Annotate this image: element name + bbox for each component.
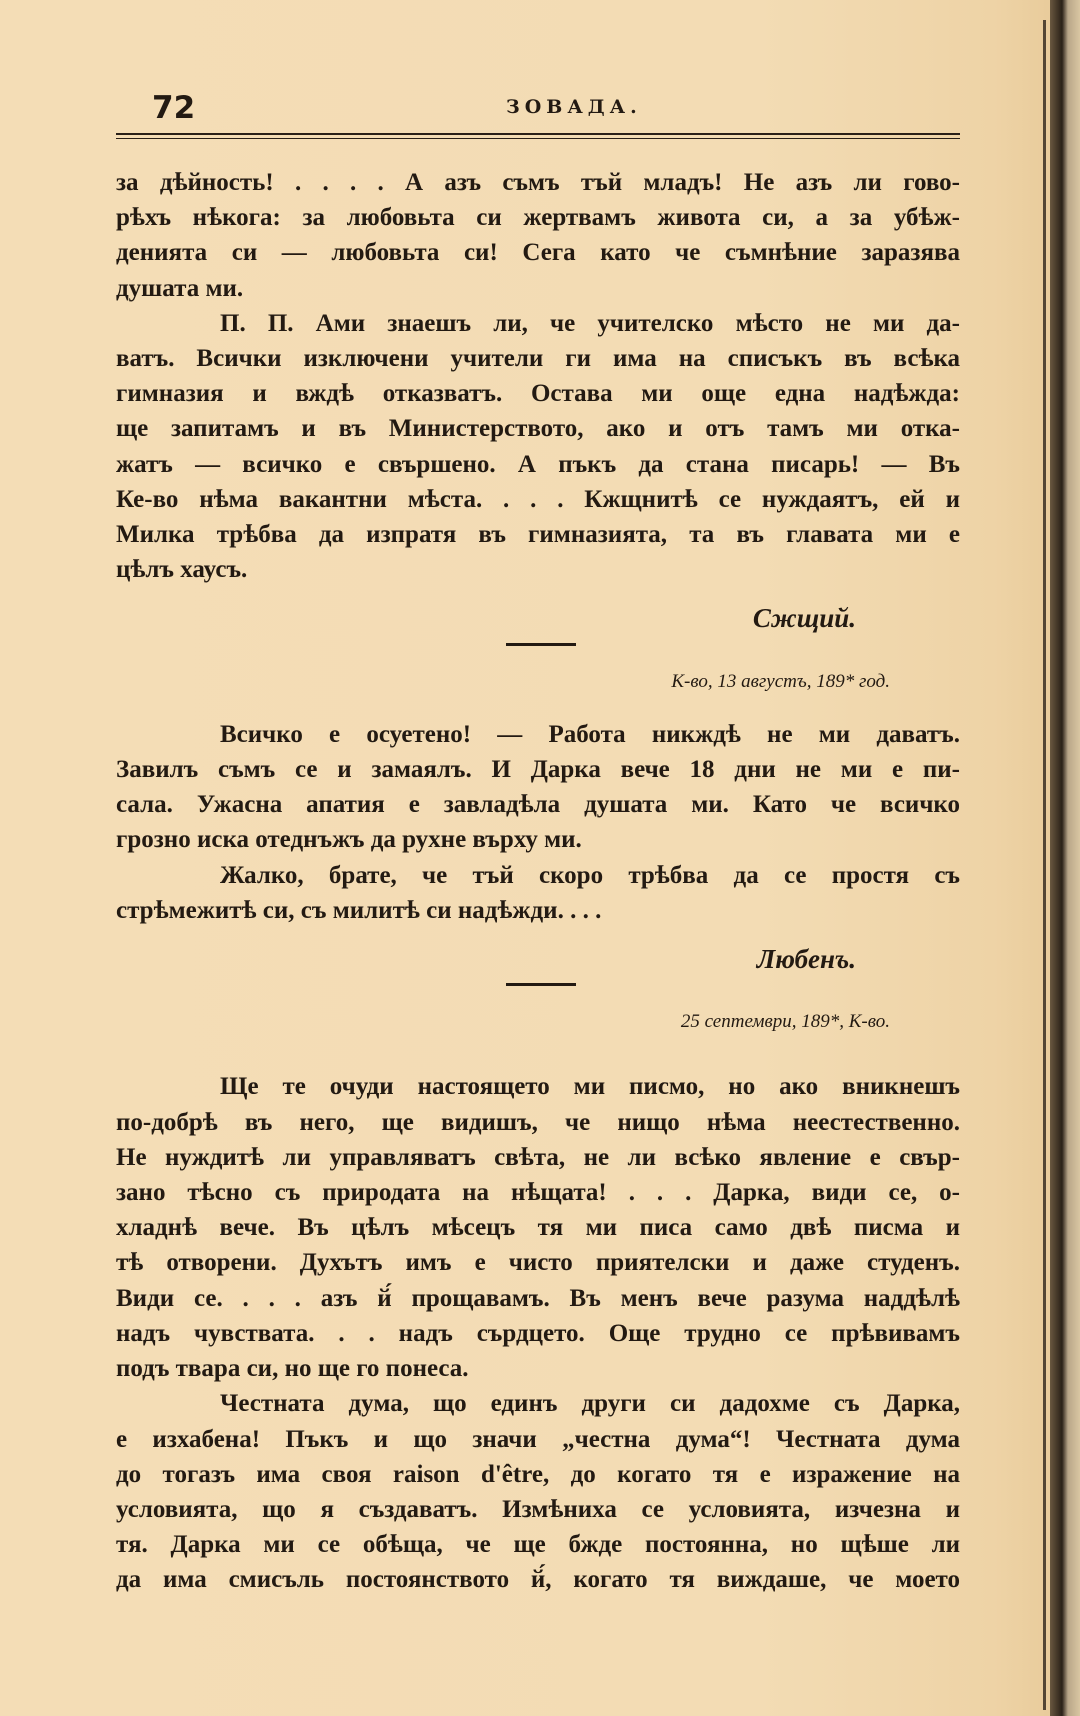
paragraph-6 [116, 1386, 960, 1597]
text-line: П. П. Ами знаешъ ли, че учителско мѣсто не ми да- [220, 309, 960, 337]
page-header [116, 84, 960, 134]
header-rule [116, 133, 960, 135]
text-line: подъ твара си, но ще го понеса. [116, 1355, 469, 1383]
section-separator [506, 643, 576, 646]
text-line: Милка трѣбва да изпратя въ гимназията, та въ главата ми е [116, 521, 960, 549]
paragraph-1 [116, 165, 960, 306]
text-line: е изхабена! Пъкъ и що значи „честна дума“! Честната дума [116, 1425, 960, 1453]
text-line: Не нуждитѣ ли управляватъ свѣта, не ли всѣко явление е свър- [116, 1143, 960, 1171]
text-line: Честната дума, що единъ други си дадохме съ Дарка, [220, 1390, 960, 1418]
text-line: душата ми. [116, 274, 244, 302]
text-line: цѣлъ хаусъ. [116, 556, 248, 584]
text-line: до тогазъ има своя raison d'être, до когато тя е изражение на [116, 1460, 960, 1488]
dateline-1: К-во, 13 августъ, 189* год. [671, 670, 890, 692]
signature-2: Любенъ. [756, 944, 856, 975]
book-spine-edge [1050, 0, 1080, 1716]
paragraph-5 [116, 1069, 960, 1386]
paragraph-4 [116, 858, 960, 928]
text-line: зано тѣсно съ природата на нѣщата! . . . Дарка, види се, о- [116, 1179, 960, 1207]
page-text [116, 165, 960, 1598]
text-line: гимназия и вждѣ отказватъ. Остава ми още една надѣжда: [116, 380, 960, 408]
text-line: стрѣмежитѣ си, съ милитѣ си надѣжди. . . . [116, 896, 602, 924]
text-line: за дѣйность! . . . . А азъ съмъ тъй младъ! Не азъ ли гово- [116, 169, 960, 196]
text-line: Завилъ съмъ се и замаялъ. И Дарка вече 18 дни не ми е пи- [116, 756, 960, 784]
text-line: сала. Ужасна апатия е завладѣла душата ми. Като че всичко [116, 791, 960, 819]
text-line: Ще те очуди настоящето ми писмо, но ако вникнешъ [220, 1073, 960, 1101]
text-line: денията си — любовьта си! Сега като че съмнѣние заразява [116, 239, 960, 267]
text-line: да има смисъль постоянството й́, когато тя виждаше, че моето [116, 1566, 960, 1594]
running-head: ЗОВАДА. [506, 96, 642, 118]
text-line: условията, що я създаватъ. Измѣниха се условията, изчезна и [116, 1495, 960, 1523]
text-line: Жалко, брате, че тъй скоро трѣбва да се простя съ [220, 861, 960, 889]
text-line: рѣхъ нѣкога: за любовьта си жертвамъ живота си, а за убѣж- [116, 204, 960, 232]
page-number: 72 [152, 90, 196, 126]
text-line: Ке-во нѣма вакантни мѣста. . . . Кжщнитѣ се нуждаятъ, ей и [116, 485, 960, 513]
text-line: грозно иска отеднъжъ да рухне върху ми. [116, 826, 582, 854]
paragraph-2 [116, 306, 960, 588]
text-line: тѣ отворени. Духътъ имъ е чисто приятелски и даже студенъ. [116, 1249, 960, 1277]
header-rule-thin [116, 138, 960, 139]
text-line: надъ чувствата. . . надъ сърдцето. Още трудно се прѣвивамъ [116, 1319, 960, 1347]
paragraph-3 [116, 717, 960, 858]
text-line: Всичко е осуетено! — Работа никждѣ не ми даватъ. [220, 720, 960, 748]
section-separator [506, 983, 576, 986]
text-line: жатъ — всичко е свършено. А пъкъ да стана писарь! — Въ [116, 450, 960, 478]
dateline-2: 25 септември, 189*, К-во. [680, 1011, 890, 1033]
text-line: хладнѣ вече. Въ цѣлъ мѣсецъ тя ми писа само двѣ писма и [116, 1214, 960, 1242]
text-line: ще запитамъ и въ Министерството, ако и отъ тамъ ми отка- [116, 415, 960, 443]
spine-shadow-line [1043, 20, 1046, 1710]
signature-1: Сжщий. [752, 603, 856, 634]
text-line: тя. Дарка ми се обѣща, че ще бжде постоянна, но щѣше ли [116, 1531, 960, 1559]
text-line: по-добрѣ въ него, ще видишъ, че нищо нѣма неестественно. [116, 1108, 960, 1136]
text-line: Види се. . . . азъ й́ прощавамъ. Въ менъ вече разума наддѣлѣ [116, 1284, 960, 1312]
text-line: ватъ. Всички изключени учители ги има на списъкъ въ всѣка [116, 345, 960, 373]
